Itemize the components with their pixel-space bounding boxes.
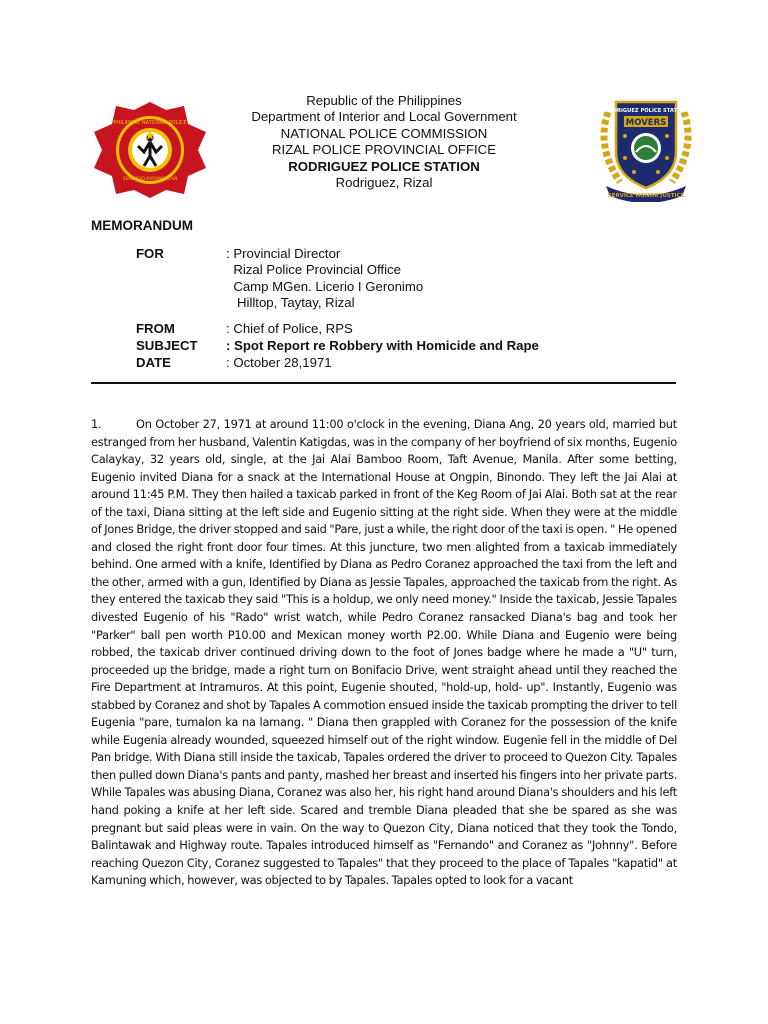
header-republic: Republic of the Philippines xyxy=(306,93,462,108)
for-line-3: Camp MGen. Licerio I Geronimo xyxy=(226,278,424,294)
from-label: FROM xyxy=(136,321,175,336)
paragraph-text: On October 27, 1971 at around 11:00 o'clock in the evening, Diana Ang, 20 years old, married but estranged from her husband, Valentin Katigdas, was in the company of her boyfriend of six months, Eugenio Calaykay, 32 years old, single, at the Jai Alai Bamboo Room, Taft Avenue, Manila. After some betting, Eugenio invited Diana for a snack at the International House at Ongpin, Binondo. They left the Jai Alai at around 11:45 P.M. They then hailed a taxicab parked in front of the Keg Room of Jai Alai. Both sat at the rear of the taxi, Diana sitting at the left side and Eugenio sitting at the right side. When they were at the middle of Jones Bridge, the driver stopped and said "Pare, just a while, the right door of the taxi is open. " He opened and closed the right front door four times. At this juncture, two men alighted from a taxicab immediately behind. One armed with a knife, Identified by Diana as Pedro Coranez approached the taxi from the left and the other, armed with a gun, Identified by Diana as Jessie Tapales, approached the taxicab from the right. As they entered the taxicab they said "This is a holdup, we only need money." Inside the taxicab, Jessie Tapales divested Eugenio of his "Rado" wrist watch, while Pedro Coranez ransacked Diana's bag and took her "Parker" ball pen worth P10.00 and Mexican money worth P2.00. While Diana and Eugenio were being robbed, the taxicab driver continued driving down to the foot of Jones badge where he made a "U" turn, proceeded up the bridge, made a right turn on Bonifacio Drive, went straight ahead until they reached the Fire Department at Intramuros. At this point, Eugenie shouted, "hold-up, hold- up". Instantly, Eugenio was stabbed by Coranez and shot by Tapales A commotion ensued inside the taxicab prompting the driver to tell Eugenia "pare, tumalon ka na lamang. " Diana then grappled with Coranez for the possession of the knife while Eugenia already wounded, squeezed himself out of the right window. Eugenie fell in the middle of Del Pan bridge. With Diana still inside the taxicab, Tapales ordered the driver to proceed to Quezon City. Tapales then pulled down Diana's pants and panty, mashed her breast and inserted his fingers into her private parts. While Tapales was abusing Diana, Coranez was also her, his right hand around Diana's shoulders and his left hand poking a knife at her left side. Scared and tremble Diana pleaded that she be spared as she was pregnant but said pleas were in vain. On the way to Quezon City, Diana noticed that they took the Tondo, Balintawak and Highway route. Tapales introduced himself as "Fernando" and Coranez as "Johnny". Before reaching Quezon City, Coranez suggested to Tapales" that they proceed to the place of Tapales "kapatid" at Kamuning which, however, was objected to by Tapales. Tapales opted to look for a vacant xyxy=(91,417,677,888)
report-paragraph-1 xyxy=(91,416,677,890)
header-provincial-office: RIZAL POLICE PROVINCIAL OFFICE xyxy=(272,142,496,158)
header-commission: NATIONAL POLICE COMMISSION xyxy=(280,125,488,141)
for-line-2: Rizal Police Provincial Office xyxy=(226,262,401,278)
subject-value: : Spot Report re Robbery with Homicide and Rape xyxy=(226,338,539,353)
pnp-seal-bottom-text: SERBISYO KARANGALAN xyxy=(122,177,178,182)
for-label: FOR xyxy=(136,246,164,261)
header-department: Department of Interior and Local Government xyxy=(251,109,517,125)
header-location: Rodriguez, Rizal xyxy=(335,175,433,191)
memo-title: MEMORANDUM xyxy=(91,218,193,233)
for-line-4: Hilltop, Taytay, Rizal xyxy=(226,295,355,311)
station-seal-top-text: RODRIGUEZ POLICE STATION xyxy=(604,108,688,114)
letterhead xyxy=(180,93,588,191)
rodriguez-police-station-seal-logo xyxy=(594,92,698,202)
header-divider xyxy=(91,382,676,384)
date-label: DATE xyxy=(136,355,171,370)
date-value: : October 28,1971 xyxy=(226,355,332,370)
paragraph-number: 1. xyxy=(91,417,102,431)
station-seal-ribbon-text: SERVICE HONOR JUSTICE xyxy=(607,193,685,199)
subject-label: SUBJECT xyxy=(136,338,198,353)
from-value: : Chief of Police, RPS xyxy=(226,321,353,336)
for-line-1: : Provincial Director xyxy=(226,246,341,261)
pnp-seal-text: PHILIPPINE NATIONAL POLICE xyxy=(113,120,187,126)
header-station: RODRIGUEZ POLICE STATION xyxy=(288,158,480,174)
station-seal-banner-text: MOVERS xyxy=(625,118,667,128)
